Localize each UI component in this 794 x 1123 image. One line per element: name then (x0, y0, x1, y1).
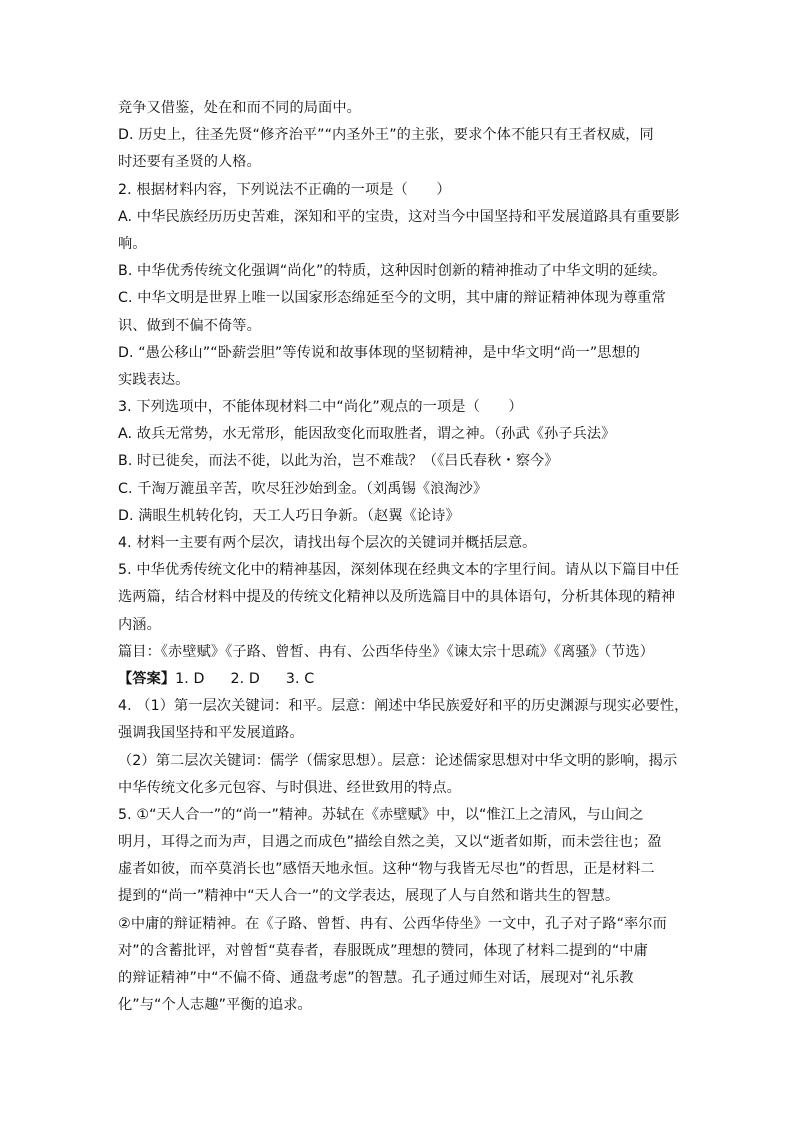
question-4: 4. 材料一主要有两个层次，请找出每个层次的关键词并概括层意。 (118, 535, 537, 551)
answer-4-part2-line: （2）第二层次关键词：儒学（儒家思想）。层意：论述儒家思想对中华文明的影响，揭示 (118, 752, 678, 769)
answer-1: 1. D (175, 670, 205, 687)
option-d-line: D. “愚公移山”“卧薪尝胆”等传说和故事体现的坚韧精神，是中华文明“尚一”思想的 (118, 344, 641, 361)
text-line: 篇目：《赤壁赋》《子路、曾皙、冉有、公西华侍坐》《谏太宗十思疏》《离骚》（节选） (118, 643, 655, 660)
text-line: 内涵。 (118, 616, 161, 633)
option-a-line: A. 中华民族经历历史苦难，深知和平的宝贵，这对当今中国坚持和平发展道路具有重要影 (118, 208, 680, 225)
question-5: 5. 中华优秀传统文化中的精神基因，深刻体现在经典文本的字里行间。请从以下篇目中任 (118, 562, 680, 579)
text-line: 明月，耳得之而为声，目遇之而成色”描绘自然之美，又以“逝者如斯，而未尝往也；盈 (118, 834, 662, 851)
text-line: 时还要有圣贤的人格。 (118, 154, 261, 171)
option-a-line: A. 故兵无常势，水无常形，能因敌变化而取胜者，谓之神。（孙武《孙子兵法》 (118, 426, 616, 443)
text-line: 响。 (118, 235, 147, 252)
text-line: 的辩证精神”中“不偏不倚、通盘考虑”的智慧。孔子通过师生对话，展现对“礼乐教 (118, 970, 634, 986)
document-body (118, 95, 689, 1019)
option-b-line: B. 中华优秀传统文化强调“尚化”的特质，这种因时创新的精神推动了中华文明的延续。 (118, 263, 667, 280)
option-b-line: B. 时已徙矣，而法不徙，以此为治，岂不难哉？（《吕氏春秋・察今》 (118, 453, 559, 470)
option-c-line: C. 中华文明是世界上唯一以国家形态绵延至今的文明，其中庸的辩证精神体现为尊重常 (118, 290, 666, 307)
answer-3: 3. C (285, 670, 315, 687)
question-2: 2. 根据材料内容，下列说法不正确的一项是（ ） (118, 181, 451, 198)
text-line: 强调我国坚持和平发展道路。 (118, 725, 304, 742)
text-line: 虚者如彼，而卒莫消长也”感悟天地永恒。这种“物与我皆无尽也”的哲思，正是材料二 (118, 861, 655, 878)
text-line: 对”的含蓄批评，对曾皙“莫春者，春服既成”理想的赞同，体现了材料二提到的“中庸 (118, 942, 648, 959)
answer-2: 2. D (230, 670, 260, 687)
text-line: 化”与“个人志趣”平衡的追求。 (118, 997, 312, 1014)
answer-tag: 【答案】 (118, 670, 176, 687)
text-line: 中华传统文化多元包容、与时俱进、经世致用的特点。 (118, 779, 461, 796)
question-3: 3. 下列选项中，不能体现材料二中“尚化”观点的一项是（ ） (118, 399, 523, 416)
answer-4-line: 4. （1）第一层次关键词：和平。层意：阐述中华民族爱好和平的历史渊源与现实必要性， (118, 698, 689, 715)
option-d-line: D. 满眼生机转化钧，天工人巧日争新。（赵翼《论诗》 (118, 507, 460, 524)
answer-line (118, 666, 674, 693)
text-line: 竞争又借鉴，处在和而不同的局面中。 (118, 100, 361, 116)
option-c-line: C. 千淘万漉虽辛苦，吹尽狂沙始到金。（刘禹锡《浪淘沙》 (118, 480, 488, 497)
option-d-line: D. 历史上，往圣先贤“修齐治平”“内圣外王”的主张，要求个体不能只有王者权威，同 (118, 127, 654, 144)
text-line: 识、做到不偏不倚等。 (118, 317, 261, 334)
text-line: 选两篇，结合材料中提及的传统文化精神以及所选篇目中的具体语句，分析其体现的精神 (118, 589, 676, 606)
text-line: 提到的“尚一”精神中“天人合一”的文学表达，展现了人与自然和谐共生的智慧。 (118, 888, 620, 905)
text-line: 实践表达。 (118, 371, 190, 388)
answer-5-part2-line: ②中庸的辩证精神。在《子路、曾皙、冉有、公西华侍坐》一文中，孔子对子路“率尔而 (118, 915, 667, 932)
answer-5-line: 5. ①“天人合一”的“尚一”精神。苏轼在《赤壁赋》中，以“惟江上之清风，与山间之 (118, 806, 644, 823)
